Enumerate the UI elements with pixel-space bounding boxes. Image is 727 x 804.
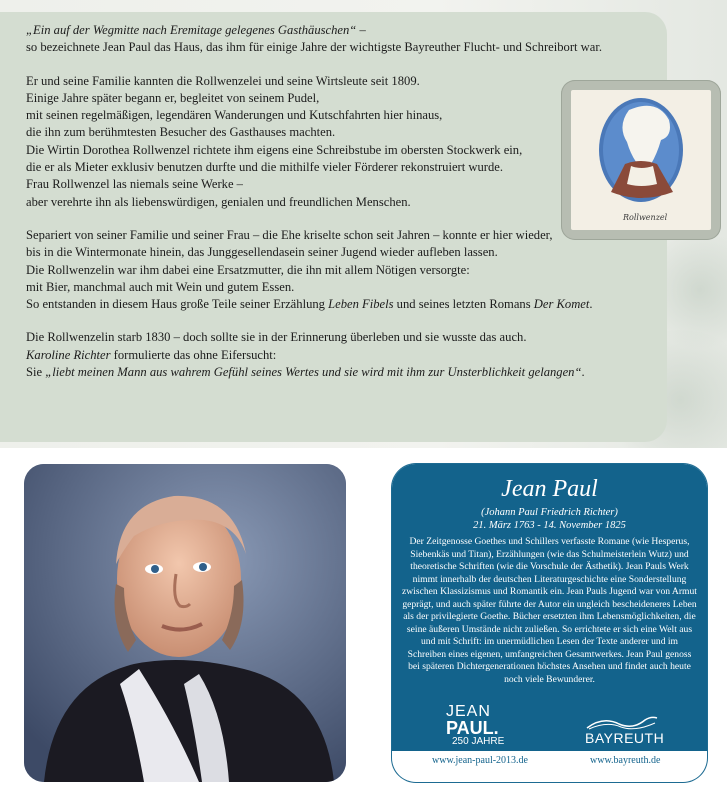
logo-word: 250 JAHRE [452,736,505,747]
text-line: aber verehrte ihn als liebenswürdigen, genialen und freundlichen Menschen. [26,194,411,209]
person-name: Karoline Richter [26,347,111,362]
work-title: Der Komet [533,297,590,312]
paragraph-separated [26,227,646,313]
intro-line: so bezeichnete Jean Paul das Haus, das ihm für einige Jahre der wichtigste Bayreuther Flucht- und Schreibort war. [26,40,602,55]
text-line: mit seinen regelmäßigen, legendären Wanderungen und Kutschfahrten hier hinaus, [26,108,443,123]
jean-paul-portrait [24,464,346,782]
text-line: Die Rollwenzelin war ihm dabei eine Ersatzmutter, die ihn mit allem Nötigen versorgte: [26,262,470,277]
bayreuth-wordmark: BAYREUTH [585,730,665,746]
life-dates: 21. März 1763 - 14. November 1825 [473,520,626,531]
text-line: bis in die Wintermonate hinein, das Junggesellendasein seiner Jugend wieder aufleben lassen. [26,245,498,260]
paragraph-death [26,329,646,381]
text-line: Die Rollwenzelin starb 1830 – doch sollte sie in der Erinnerung überleben und sie wusste das auch. [26,330,527,345]
card-title: Jean Paul [501,476,598,502]
biography-text: Der Zeitgenosse Goethes und Schillers verfasste Romane (wie Hesperus, Siebenkäs und Titan), Erzählungen (wie das Schulmeisterlein Wutz) und theoretische Schriften (wie die Vorschule der Ästhetik). Jean Pauls Werk nimmt innerhalb der deutschen Literaturgeschichte eine Sonderstellung zwischen Klassizismus und Romantik ein. Jean Pauls Jugend war von Armut geprägt, und auch später führte der Autor ein ungleich bescheideneres Leben als der privilegierte Goethe. Bücher ersetzten ihm Lebensmöglichkeiten, die seine äußeren Umstände nicht zuließen. So errichtete er sich eine Welt aus und mit Schrift: im unermüdlichen Lesen der Texte anderer und im Schreiben eines eigenen, umfangreichen Gesamtwerkes. Jean Paul genoss bei späteren Dichtergenerationen höchstes Ansehen und findet auch heute noch viele Bewunderer. [402,536,697,685]
text-line: Einige Jahre später begann er, begleitet von seinem Pudel, [26,90,320,105]
bayreuth-hills-icon [585,714,659,730]
paragraph-family [26,73,646,211]
bayreuth-website-link[interactable]: www.bayreuth.de [590,755,661,766]
card-subtitle [392,506,707,532]
rollwenzel-portrait-frame [561,80,721,240]
text-line: Sie „liebt meinen Mann aus wahrem Gefühl seines Wertes und sie wird mit ihm zur Unsterblichkeit gelangen“. [26,365,585,380]
work-title: Leben Fibels [328,297,394,312]
jean-paul-250-logo [446,704,504,747]
text-line: die er als Mieter exklusiv benutzen durfte und die mithilfe vieler Förderer rekonstruiert wurde. [26,160,504,175]
text-line: So entstanden in diesem Haus große Teile seiner Erzählung Leben Fibels und seines letzten Romans Der Komet. [26,297,593,312]
logo-word: JEAN [446,703,491,720]
jean-paul-painting [24,464,346,782]
jean-paul-info-card [392,464,707,782]
quote: „liebt meinen Mann aus wahrem Gefühl seines Wertes und sie wird mit ihm zur Unsterblichkeit gelangen“ [45,365,582,380]
portrait-caption: Rollwenzel [623,213,668,222]
bayreuth-logo [585,714,664,746]
jean-paul-website-link[interactable]: www.jean-paul-2013.de [432,755,528,766]
intro-quote: „Ein auf der Wegmitte nach Eremitage gelegenes Gasthäuschen“ [26,23,357,37]
text-line: Karoline Richter formulierte das ohne Eifersucht: [26,347,277,362]
text-line: Frau Rollwenzel las niemals seine Werke – [26,177,243,192]
text-line: mit Bier, manchmal auch mit Wein und gutem Essen. [26,279,295,294]
rollwenzel-silhouette-image [561,80,721,240]
logo-word: PAUL. [446,718,499,738]
full-name: (Johann Paul Friedrich Richter) [481,507,618,518]
intro-paragraph: „Ein auf der Wegmitte nach Eremitage gelegenes Gasthäuschen“ – so bezeichnete Jean Paul das Haus, das ihm für einige Jahre der wichtigste Bayreuther Flucht- und Schreibort war. [26,22,646,57]
text-line: die ihn zum berühmtesten Besucher des Gasthauses machten. [26,125,336,140]
text-line: Er und seine Familie kannten die Rollwenzelei und seine Wirtsleute seit 1809. [26,73,420,88]
text-line: Separiert von seiner Familie und seiner Frau – die Ehe kriselte schon seit Jahren – konnte er hier wieder, [26,227,553,242]
article-text [26,22,646,397]
text-line: Die Wirtin Dorothea Rollwenzel richtete ihm eigens eine Schreibstube im obersten Stockwerk ein, [26,142,523,157]
